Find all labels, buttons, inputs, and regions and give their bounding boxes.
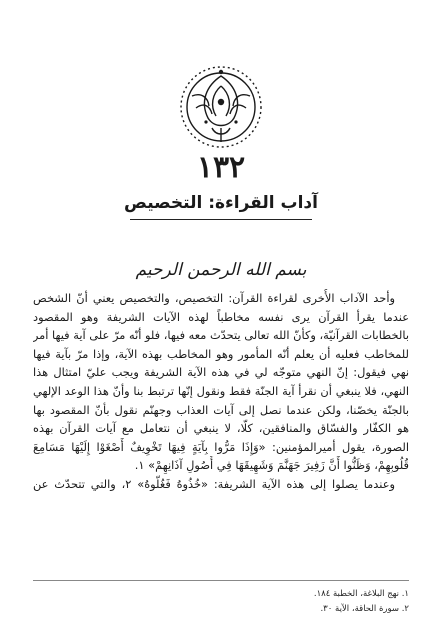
body-line: الصورة، يقول أميرالمؤمنين: «وَإِذَا مَرُّوا بِآيَةٍ فِيهَا تَخْوِيفٌ أَصْغَوْا إِلَيْهَا مَسَامِعَ [33, 439, 409, 454]
body-line: بالجنّة يخصّنا، ولكن عندما نصل إلى آيات العذاب وجهنّم نقول بأنّ المقصود بها [33, 402, 409, 417]
body-line: هو الكفّار والفسّاق والمنافقين، كلّا، لا ينبغي أن نتعامل مع آيات القرآن بهذه [33, 421, 409, 436]
footnote-divider [33, 580, 409, 581]
body-text [33, 289, 409, 494]
flower-ornament-icon [176, 62, 266, 152]
footnote-1: ١. نهج البلاغة، الخطبة ١٨٤. [313, 589, 409, 599]
body-line: نهي فيقول: إنّ النهي متوجّه لي في هذه الآية الشريفة ويجب عليّ امتثال هذا [33, 365, 409, 380]
body-line: وأحد الآداب الأُخرى لقراءة القرآن: التخصيص، والتخصيص يعني أنّ الشخص [33, 291, 395, 305]
body-line: بالخطابات القرآنيّة، وكأنّ الله تعالى يتحدّث معه فيها، فلو أنّه مرّ على آية فيها أمر [33, 328, 409, 343]
body-line: عندما يقرأ القرآن يرى نفسه مخاطباً لهذه الآيات الشريفة وهو المقصود [33, 309, 409, 324]
chapter-title: آداب القراءة: التخصيص [124, 193, 318, 213]
body-line: للمخاطب فعليه أن يعلم أنّه المأمور وهو المخاطب بهذه الآية، وإذا مرّ بآية فيها [33, 346, 409, 361]
footnotes [33, 587, 409, 617]
basmala-calligraphy: بسم الله الرحمن الرحيم [135, 260, 307, 280]
chapter-number: ١٣٢ [196, 150, 246, 185]
footnote-2: ٢. سورة الحاقة، الآية ٣٠. [320, 604, 409, 614]
body-line: النهي، فلا ينبغي أن نقرأ آية الجنّة فقط ونقول إنّها ترتبط بنا وأنّ هذا الوعد الإلهي [33, 383, 409, 398]
body-line: وعندما يصلوا إلى هذه الآية الشريفة: «خُذُوهُ فَغُلُّوهُ» ٢، والتي تتحدّث عن [33, 476, 395, 491]
body-line: قُلُوبِهِمْ، وَظَنُّوا أَنَّ زَفِيرَ جَهَنَّمَ وَشَهِيقَهَا فِي أُصُولِ آذَانِهِمْ» ١. [134, 458, 409, 473]
title-underline [130, 219, 312, 220]
